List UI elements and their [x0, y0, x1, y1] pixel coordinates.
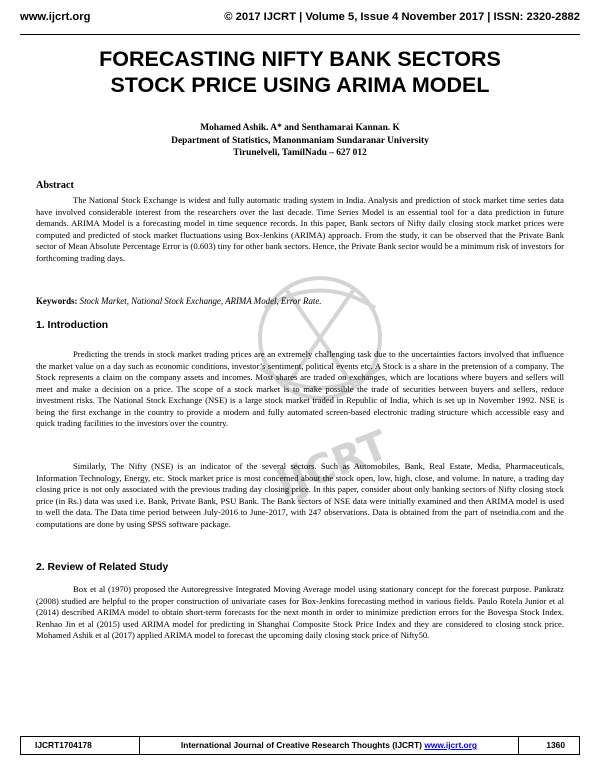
author-location: Tirunelveli, TamilNadu – 627 012: [233, 148, 367, 158]
intro-paragraph-2: Similarly, The Nifty (NSE) is an indicator of the several sectors. Such as Automobiles, Bank, Real Estate, Media, Pharmaceuticals, Information Technology, Energy, etc. Stock market price is most concerned about the stock open, low, high, close, and volume. In nature, a trading day closing price is not only associated with the previous trading day closing price. In this paper, consider about only banking sectors of Nifty closing stock price (in Rs.) data was used i.e. Bank, Private Bank, PSU Bank. The Bank sectors of NSE data were initially examined and then ARIMA model is used to well the data. The Data time period between July-2016 to June-2017, with 247 observations. Data is obtained from the part of nseindia.com and the computations are done by using SPSS software package.: [36, 461, 564, 529]
running-header: [20, 8, 580, 26]
footer-journal-name: International Journal of Creative Research Thoughts (IJCRT): [180, 740, 422, 750]
review-paragraph-1: Box et al (1970) proposed the Autoregressive Integrated Moving Average model using stationary concept for the forecast purpose. Pankratz (2008) studied are helpful to the proper construction of univariate cases for Box-Jenkins forecasting method in various fields. Paulo Rotela Junior et al (2014) described ARIMA model to obtain short-term forecasts for the next month in order to minimize prediction errors for the Bovespa Stock Index. Renhao Jin et al (2015) used ARIMA model for predicting in Shanghai Composite Stock Price Index and they are considered to closing stock price. Mohamed Ashik et al (2017) applied ARIMA model to forecast the upcoming daily closing stock price of Nifty50.: [36, 584, 564, 640]
footer-bar: [20, 736, 580, 755]
header-journal-info: © 2017 IJCRT | Volume 5, Issue 4 November 2017 | ISSN: 2320-2882: [224, 11, 580, 23]
abstract-heading: Abstract: [36, 180, 74, 191]
author-department: Department of Statistics, Manonmaniam Sundaranar University: [171, 135, 429, 146]
watermark-text: IJCRT: [270, 422, 395, 509]
footer-paper-id: IJCRT1704178: [35, 740, 92, 750]
header-rule: [20, 34, 580, 35]
title-line-1: FORECASTING NIFTY BANK SECTORS: [99, 47, 501, 71]
footer-page-number: 1360: [546, 740, 565, 750]
footer-website-link[interactable]: www.ijcrt.org: [424, 740, 478, 750]
section-heading-review: 2. Review of Related Study: [36, 562, 169, 573]
keywords-line: [36, 296, 564, 306]
header-website[interactable]: www.ijcrt.org: [20, 11, 91, 23]
paper-title: [20, 46, 580, 98]
keywords-text: Stock Market, National Stock Exchange, ARIMA Model, Error Rate.: [79, 296, 322, 306]
keywords-label: Keywords:: [36, 296, 78, 306]
section-heading-introduction: 1. Introduction: [36, 320, 109, 331]
title-line-2: STOCK PRICE USING ARIMA MODEL: [110, 73, 490, 97]
intro-paragraph-1: Predicting the trends in stock market trading prices are an extremely challenging task due to the uncertainties factors involved that influence the market value on a day such as economic conditions, investor’s sentiment, political events etc. A Stock is a share in the pretension of a company. The Stock represents a claim on the company assets and incomes. Most shares are traded on exchanges, which are locations where buyers and sellers will meet and make a decision on a price. The scope of a stock market is to make possible the trade of securities between buyers and sellers, reduce investment risks. The National Stock Exchange (NSE) is a large stock market traded in Republic of India, which is set up in November 1992. NSE is being the first exchange in the country to provide a modern and fully automated screen-based electronic trading structure which accessible easy and quick trading facilities to the investors over the country.: [36, 349, 564, 428]
author-names: Mohamed Ashik. A* and Senthamarai Kannan. K: [200, 123, 400, 133]
abstract-text: The National Stock Exchange is widest and fully automatic trading system in India. Analysis and prediction of stock market time series data have involved considerable interest from the researchers over the last decade. Time Series Model is an essential tool for a data prediction in future demands. ARIMA Model is a forecasting model in time sequence records. In this paper, Bank sectors of Nifty daily closing stock market prices were computed and predicted of stock market fluctuations using Box-Jenkins (ARIMA) approach. From the study, it can be observed that the Private Bank sector of Mean Absolute Percentage Error is (0.603) tiny for other bank sectors. Hence, the Private Bank sector would be a minimum risk of investors for forthcoming trading days.: [36, 195, 564, 263]
author-block: [20, 122, 580, 160]
footer-journal: [139, 737, 519, 754]
